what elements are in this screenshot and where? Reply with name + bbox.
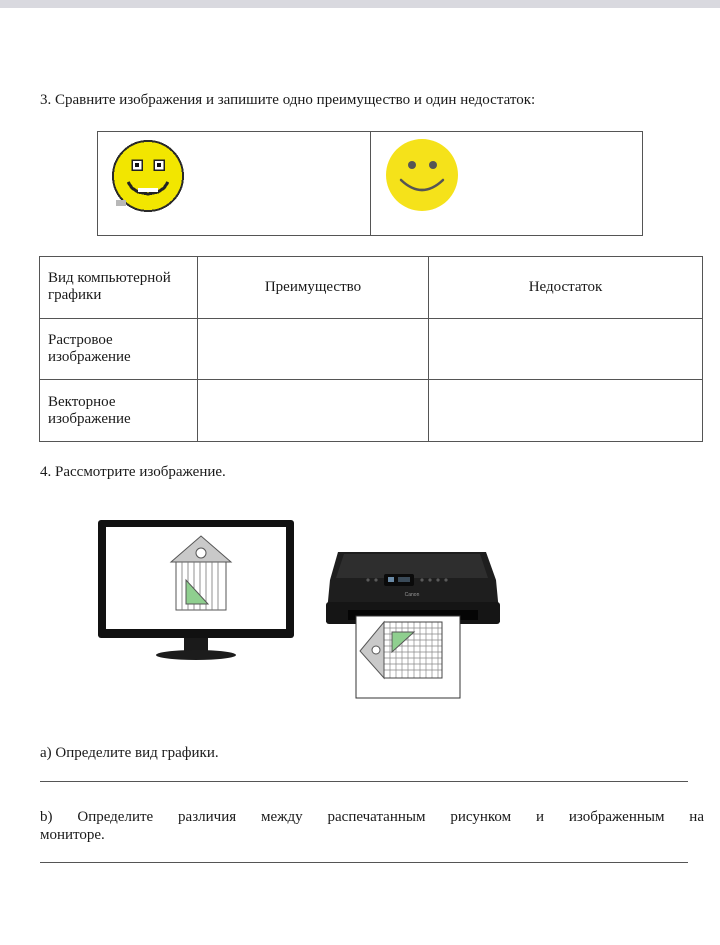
vector-advantage-cell[interactable] xyxy=(198,380,429,442)
answer-line-b[interactable] xyxy=(40,862,688,863)
table-row xyxy=(40,318,703,380)
printer-icon xyxy=(318,540,508,700)
top-bar xyxy=(0,0,720,8)
printed-page-icon xyxy=(356,616,460,698)
question-4-title: 4. Рассмотрите изображение. xyxy=(40,464,226,480)
raster-advantage-cell[interactable] xyxy=(198,318,429,380)
table-header-row xyxy=(40,257,703,319)
table-row xyxy=(40,380,703,442)
row-label-vector: Векторное изображение xyxy=(40,380,198,442)
comparison-table xyxy=(39,256,703,442)
vector-smiley-icon xyxy=(385,138,459,212)
vector-image-cell xyxy=(370,132,643,235)
monitor-icon xyxy=(96,518,296,664)
question-b-line2: мониторе. xyxy=(40,827,105,843)
question-b-line1: b) Определите различия между распечатанным рисунком и изображенным на xyxy=(40,809,704,825)
vector-disadvantage-cell[interactable] xyxy=(429,380,703,442)
printer-brand: Canon xyxy=(404,592,420,598)
row-label-raster: Растровое изображение xyxy=(40,318,198,380)
question-a: a) Определите вид графики. xyxy=(40,745,219,761)
raster-image-cell xyxy=(98,132,370,235)
image-comparison-table xyxy=(97,131,643,236)
header-graphics-type: Вид компьютерной графики xyxy=(40,257,198,319)
raster-smiley-icon xyxy=(110,138,186,214)
header-advantage: Преимущество xyxy=(198,257,429,319)
answer-line-a[interactable] xyxy=(40,781,688,782)
raster-disadvantage-cell[interactable] xyxy=(429,318,703,380)
question-3-title: 3. Сравните изображения и запишите одно преимущество и один недостаток: xyxy=(40,92,536,108)
header-disadvantage: Недостаток xyxy=(429,257,703,319)
